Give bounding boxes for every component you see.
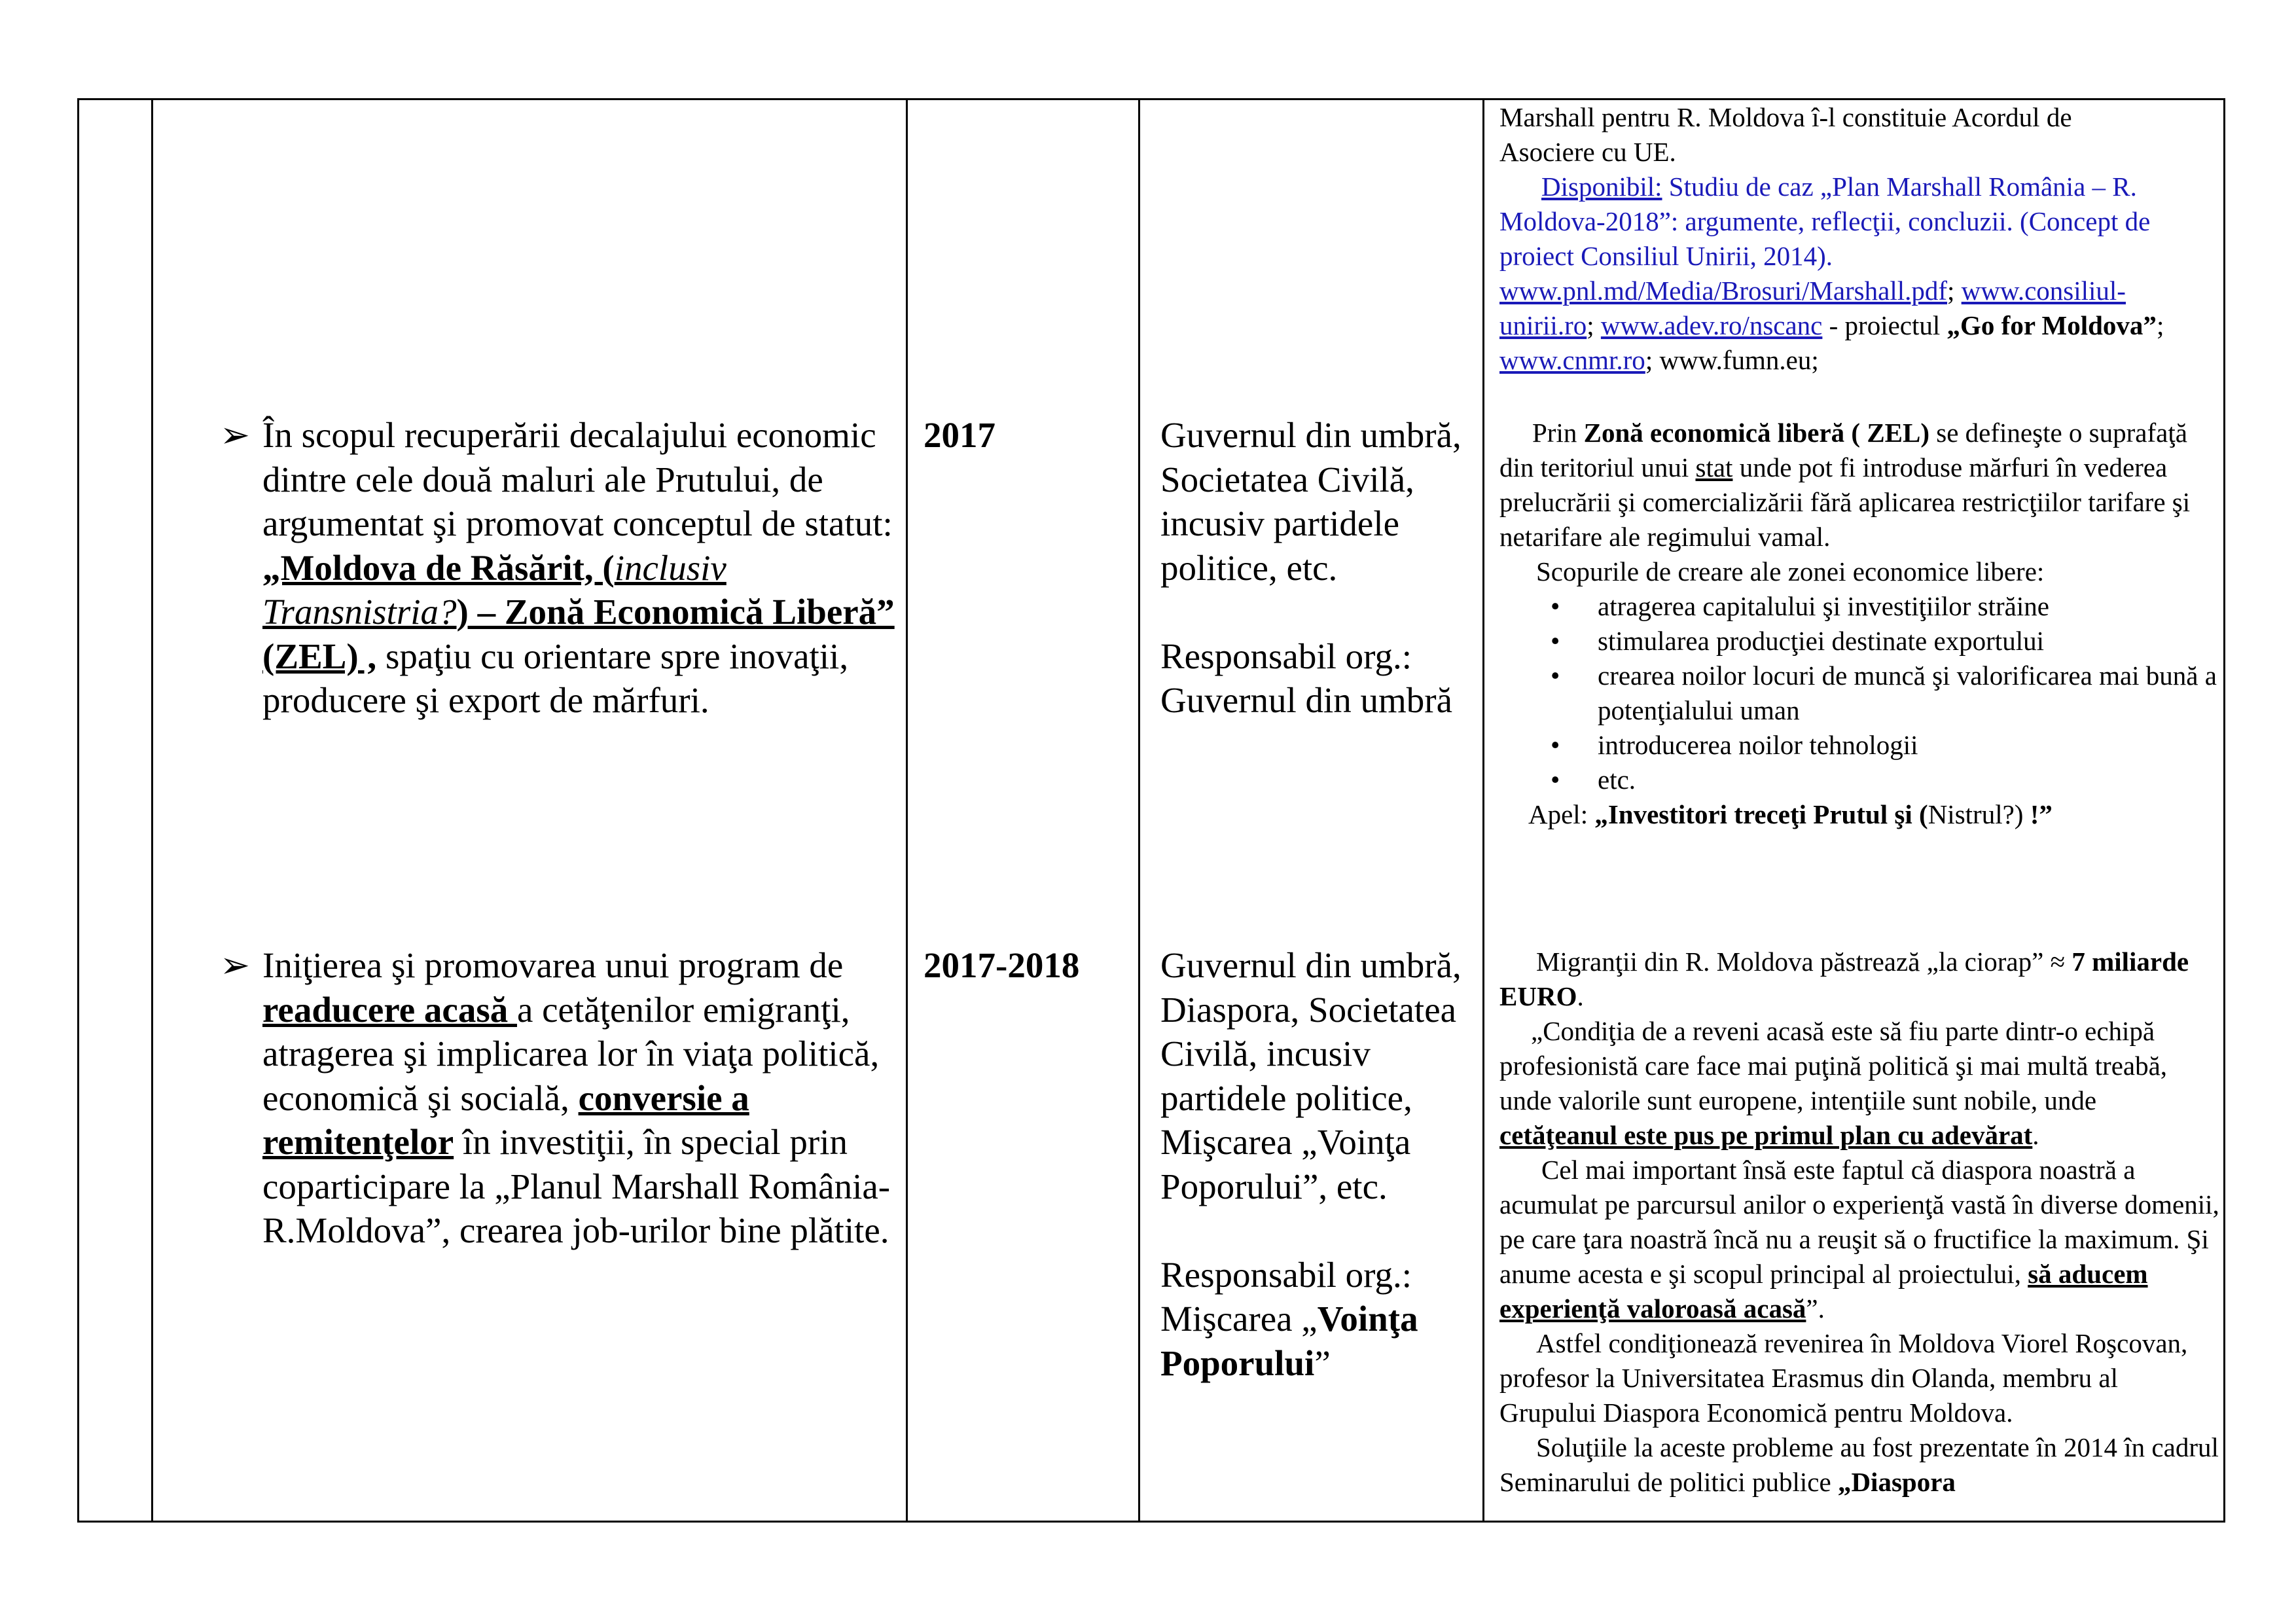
source-link[interactable]: www.cnmr.ro xyxy=(1499,345,1645,375)
text: introducerea noilor tehnologii xyxy=(1598,730,1918,760)
sources-paragraph xyxy=(1499,170,2219,378)
text: cetăţeanul este pus pe primul plan cu adevărat xyxy=(1499,1120,2033,1150)
zel-term: Zonă economică liberă ( ZEL) xyxy=(1583,418,1930,448)
list-item xyxy=(1499,728,2219,763)
bullet-icon: • xyxy=(1551,626,1560,656)
responsible-label: Responsabil org.: xyxy=(1160,1254,1412,1295)
project-prefix: - proiectul xyxy=(1822,310,1947,340)
action-highlight: ) – Zonă Economică Liberă” (ZEL) , xyxy=(262,592,895,676)
text: Nistrul?) xyxy=(1928,799,2024,829)
column-divider xyxy=(1482,100,1484,1521)
text: Prin xyxy=(1532,418,1584,448)
source-link[interactable]: www.adev.ro/nscanc xyxy=(1600,310,1823,340)
zel-definition xyxy=(1499,416,2219,554)
source-tail: ; www.fumn.eu; xyxy=(1645,345,1819,375)
stat-term: stat xyxy=(1695,452,1733,482)
action-text: Iniţierea şi promovarea unui program de xyxy=(262,945,844,985)
action-cell-row1 xyxy=(220,413,897,723)
text: Voinţa Poporului xyxy=(1160,1299,1418,1383)
text: crearea noilor locuri de muncă şi valorificarea mai bună a potenţialului uman xyxy=(1598,660,2217,725)
arrow-bullet-icon: ➢ xyxy=(220,415,251,455)
source-link[interactable]: www.pnl.md/Media/Brosuri/Marshall.pdf xyxy=(1499,276,1948,306)
text: unde pot fi introduse mărfuri în vederea prelucrării şi comercializării fără aplicarea restricţiilor tarifare şi netarifare ale regimului vamal. xyxy=(1499,452,2191,552)
text: . xyxy=(2032,1120,2039,1150)
top-note-line: Asociere cu UE. xyxy=(1499,137,1676,167)
text: . xyxy=(1577,981,1584,1011)
migrants-paragraph xyxy=(1499,1014,2219,1153)
bullet-icon: • xyxy=(1551,660,1560,691)
project-name: „Go for Moldova” xyxy=(1946,310,2157,340)
action-highlight: conversie a remitenţelor xyxy=(262,1077,749,1162)
responsible-label: Responsabil org.: xyxy=(1160,636,1412,676)
separator: ; xyxy=(2156,310,2164,340)
text: Scopurile de creare ale zonei economice libere: xyxy=(1536,556,2045,586)
action-item xyxy=(220,413,897,723)
action-item xyxy=(220,943,897,1253)
zel-note xyxy=(1499,416,2219,832)
responsible-cell-row2 xyxy=(1160,943,1475,1385)
separator: ; xyxy=(1947,276,1962,306)
column-divider xyxy=(1138,100,1140,1521)
text: Soluţiile la aceste probleme au fost prezentate în 2014 în cadrul Seminarului de politici publice xyxy=(1499,1432,2219,1497)
bullet-icon: • xyxy=(1551,730,1560,760)
appeal xyxy=(1499,797,2219,832)
migrants-note xyxy=(1499,945,2219,1500)
text: se defineşte o suprafaţă din teritoriul unui xyxy=(1499,418,2187,482)
source-link[interactable]: www.consiliul-unirii.ro xyxy=(1499,276,2126,340)
text: „Condiţia de a reveni acasă este să fiu parte dintr-o echipă profesionistă care face mai puţină politică şi mai multă treabă, unde valorile sunt europene, intenţiile sunt nobile, unde xyxy=(1499,1016,2168,1115)
text: ”. xyxy=(1806,1293,1825,1324)
text: etc. xyxy=(1598,765,1636,795)
year-value: 2017-2018 xyxy=(924,945,1080,985)
arrow-bullet-icon: ➢ xyxy=(220,945,251,985)
action-plan-table xyxy=(77,98,2225,1523)
text: Mişcarea „ xyxy=(1160,1299,1318,1339)
list-item xyxy=(1499,624,2219,659)
top-note xyxy=(1499,100,2219,378)
appeal-text: „Investitori treceţi Prutul şi ( xyxy=(1594,799,1928,829)
migrants-paragraph xyxy=(1499,1153,2219,1326)
text: stimularea producţiei destinate exportului xyxy=(1598,626,2044,656)
appeal-text: !” xyxy=(2023,799,2053,829)
text: ” xyxy=(1314,1343,1331,1383)
list-item xyxy=(1499,589,2219,624)
action-text: În scopul recuperării decalajului economic dintre cele două maluri ale Prutului, de argumentat şi promovat conceptul de statut: xyxy=(262,415,893,543)
text: „Diaspora xyxy=(1837,1467,1956,1497)
text: atragerea capitalului şi investiţiilor străine xyxy=(1598,591,2049,621)
migrants-paragraph xyxy=(1499,945,2219,1014)
action-text: în investiţii, în special prin coparticipare la „Planul Marshall România- R.Moldova”, crearea job-urilor bine plătite. xyxy=(262,1122,891,1250)
top-note-line: Marshall pentru R. Moldova î-l constituie Acordul de xyxy=(1499,102,2072,132)
bullet-icon: • xyxy=(1551,765,1560,795)
text: Astfel condiţionează revenirea în Moldova Viorel Roşcovan, profesor la Universitatea Erasmus din Olanda, membru al Grupului Diaspora Economică pentru Moldova. xyxy=(1499,1328,2188,1428)
year-cell-row2 xyxy=(924,943,1133,988)
responsible-text: Guvernul din umbră, Diaspora, Societatea Civilă, incusiv partidele politice, Mişcarea „Voinţa Poporului”, etc. xyxy=(1160,945,1462,1206)
disponibil-label: Disponibil: xyxy=(1541,171,1662,202)
column-divider xyxy=(151,100,153,1521)
responsible-org: Guvernul din umbră xyxy=(1160,680,1453,720)
text: Cel mai important însă este faptul că diaspora noastră a acumulat pe parcursul anilor o experienţă vastă în diverse domenii, pe care ţara noastră încă nu a reuşit să o fructifice la maximum. Şi anume acesta e şi scopul principal al proiectului, xyxy=(1499,1155,2219,1289)
action-cell-row2 xyxy=(220,943,897,1253)
text: Apel: xyxy=(1528,799,1595,829)
migrants-paragraph xyxy=(1499,1430,2219,1500)
list-item xyxy=(1499,763,2219,797)
action-highlight: readucere acasă xyxy=(262,989,517,1030)
year-value: 2017 xyxy=(924,415,996,455)
goals-list xyxy=(1499,589,2219,797)
spacer xyxy=(1160,1208,1475,1253)
responsible-org xyxy=(1160,1297,1475,1385)
action-text: a cetăţenilor emigranţi, atragerea şi implicarea lor în viaţa politică, economică şi socială, xyxy=(262,989,880,1118)
list-item xyxy=(1499,659,2219,728)
action-highlight: „Moldova de Răsărit, ( xyxy=(262,547,615,588)
study-reference: Studiu de caz „Plan Marshall România – R. Moldova-2018”: argumente, reflecţii, concluzii. (Concept de proiect Consiliul Unirii, 2014). xyxy=(1499,171,2151,271)
responsible-cell-row1 xyxy=(1160,413,1475,723)
text: 7 miliarde EURO xyxy=(1499,947,2189,1011)
responsible-text: Societatea Civilă, incusiv partidele politice, etc. xyxy=(1160,459,1414,588)
bullet-icon: • xyxy=(1551,591,1560,621)
text: să aducem experienţă valoroasă acasă xyxy=(1499,1259,2148,1324)
responsible-text: Guvernul din umbră, xyxy=(1160,415,1462,455)
separator: ; xyxy=(1587,310,1601,340)
year-cell-row1 xyxy=(924,413,1133,458)
action-text: spaţiu cu orientare spre inovaţii, producere şi export de mărfuri. xyxy=(262,636,849,720)
spacer xyxy=(1160,590,1475,634)
migrants-paragraph xyxy=(1499,1326,2219,1430)
action-italic: inclusiv Transnistria? xyxy=(262,547,726,632)
column-divider xyxy=(906,100,908,1521)
goals-title xyxy=(1499,554,2219,589)
text: Migranţii din R. Moldova păstrează „la ciorap” ≈ xyxy=(1536,947,2072,977)
